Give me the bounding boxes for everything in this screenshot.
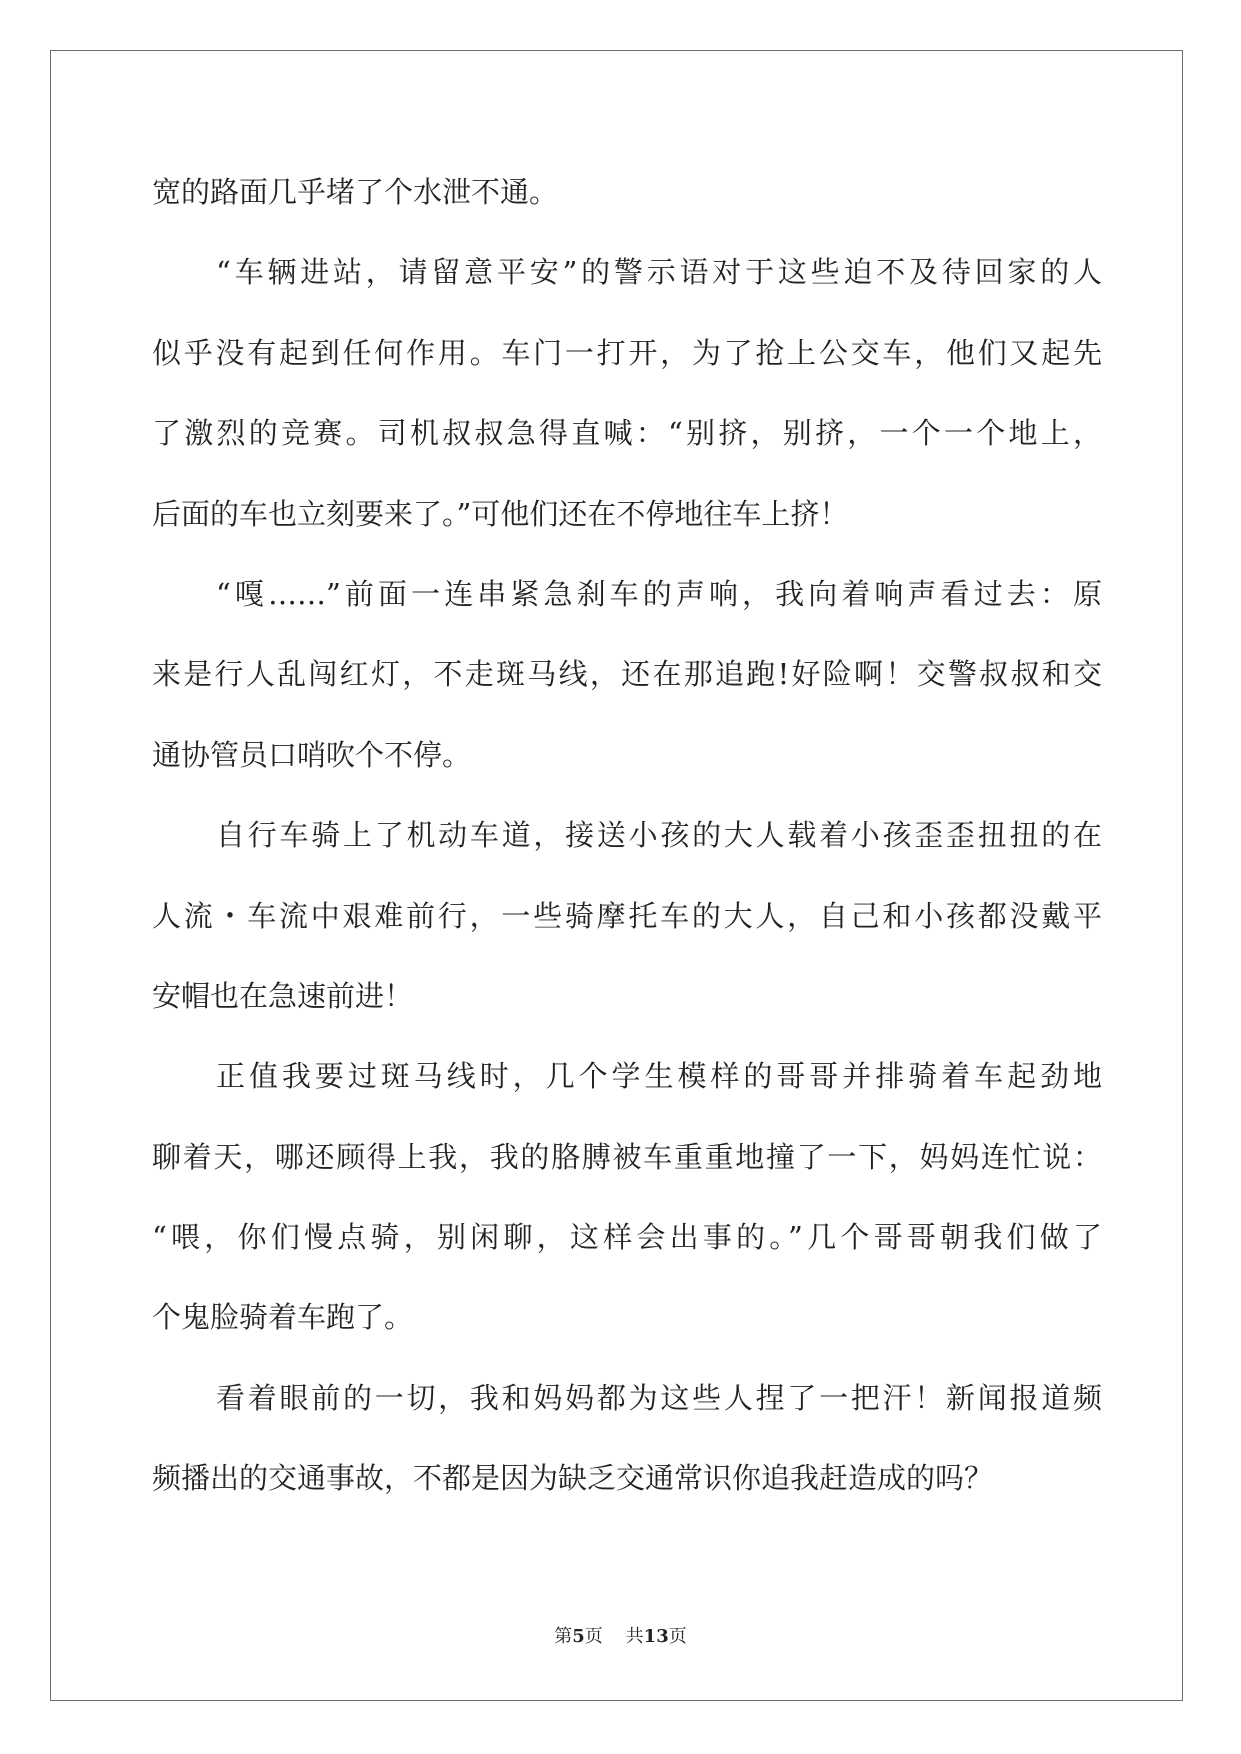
text-line: 个鬼脸骑着车跑了。 <box>152 1300 414 1335</box>
total-pages: 13 <box>643 1626 669 1647</box>
page-footer <box>0 1622 1241 1648</box>
text-line: 宽的路面几乎堵了个水泄不通。 <box>152 175 559 209</box>
paragraph-first-line: 自行车骑上了机动车道，接送小孩的大人载着小孩歪歪扭扭的在 <box>216 818 1102 853</box>
page-suffix: 页 <box>584 1626 603 1647</box>
page-number: 5 <box>572 1626 585 1647</box>
text-line: 安帽也在急速前进！ <box>152 978 414 1013</box>
text-line: 了激烈的竞赛。司机叔叔急得直喊：“别挤，别挤，一个一个地上， <box>152 416 1102 451</box>
text-line: 通协管员口哨吹个不停。 <box>152 737 472 772</box>
text-line: 频播出的交通事故，不都是因为缺乏交通常识你追我赶造成的吗？ <box>152 1461 994 1496</box>
total-prefix: 共 <box>625 1626 644 1647</box>
text-line: 人流・车流中艰难前行，一些骑摩托车的大人，自己和小孩都没戴平 <box>152 898 1102 933</box>
paragraph-first-line: “车辆进站，请留意平安”的警示语对于这些迫不及待回家的人 <box>216 255 1102 290</box>
total-suffix: 页 <box>668 1626 687 1647</box>
text-line: 来是行人乱闯红灯，不走斑马线，还在那追跑!好险啊！交警叔叔和交 <box>152 657 1102 692</box>
text-line: “喂，你们慢点骑，别闲聊，这样会出事的。”几个哥哥朝我们做了 <box>152 1220 1102 1255</box>
paragraph-first-line: “嘎……”前面一连串紧急刹车的声响，我向着响声看过去：原 <box>216 576 1102 611</box>
document-body <box>152 152 1102 1519</box>
paragraph-first-line: 看着眼前的一切，我和妈妈都为这些人捏了一把汗！新闻报道频 <box>216 1380 1102 1415</box>
text-line: 后面的车也立刻要来了。”可他们还在不停地往车上挤！ <box>152 496 849 531</box>
text-line: 聊着天，哪还顾得上我，我的胳膊被车重重地撞了一下，妈妈连忙说： <box>152 1139 1102 1174</box>
page-prefix: 第 <box>554 1626 573 1647</box>
paragraph-first-line: 正值我要过斑马线时，几个学生模样的哥哥并排骑着车起劲地 <box>216 1059 1102 1094</box>
text-line: 似乎没有起到任何作用。车门一打开，为了抢上公交车，他们又起先 <box>152 335 1102 370</box>
